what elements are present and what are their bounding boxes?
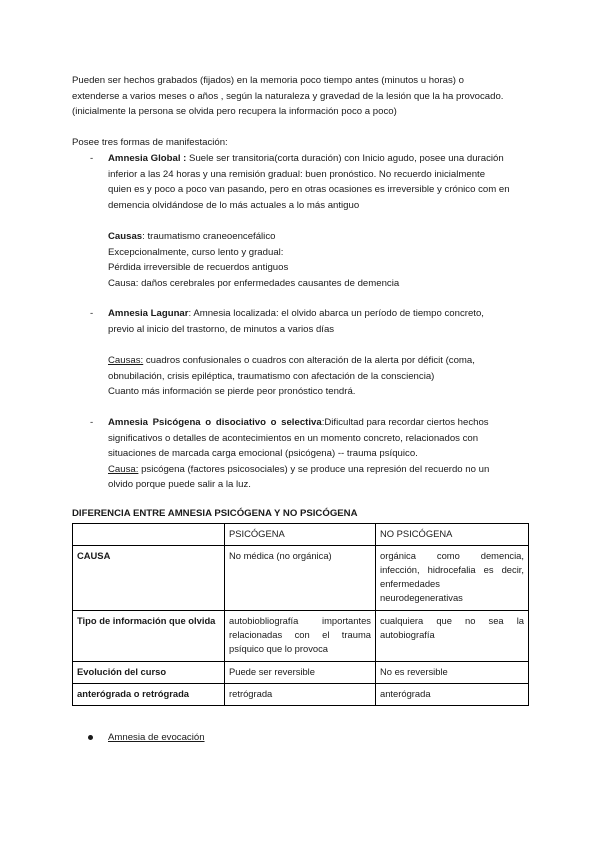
row-no-psicogena: cualquiera que no sea la autobiografía <box>376 611 529 662</box>
psicogena-causes-label: Causa: <box>108 463 139 475</box>
row-no-psicogena: orgánica como demencia, infección, hidrocefalia es decir, enfermedades neurodegenerativas <box>376 546 529 611</box>
comparison-table <box>72 523 529 706</box>
psicogena-line-3: situaciones de marcada carga emocional (psicógena) -- trauma psíquico. <box>108 448 418 459</box>
psicogena-causes-2: olvido porque puede salir a la luz. <box>108 479 251 490</box>
psicogena-causes-1-text: psicógena (factores psicosociales) y se produce una represión del recuerdo no un <box>138 463 490 475</box>
psicogena-line-2: significativos o detalles de acontecimientos en un momento concreto, relacionados con <box>108 432 479 444</box>
global-cause-2: Excepcionalmente, curso lento y gradual: <box>108 246 284 258</box>
lagunar-line-1-text: : Amnesia localizada: el olvido abarca un período de tiempo concreto, <box>188 308 484 319</box>
global-cause-3: Pérdida irreversible de recuerdos antiguos <box>108 262 289 273</box>
lagunar-causes-label: Causas: <box>108 355 144 366</box>
evocacion-item: Amnesia de evocación <box>108 732 205 743</box>
global-bullet: - <box>90 153 94 164</box>
table-row <box>73 662 529 684</box>
row-psicogena: No médica (no orgánica) <box>225 546 376 611</box>
lagunar-title: Amnesia Lagunar <box>108 308 189 319</box>
row-psicogena: Puede ser reversible <box>225 662 376 684</box>
bullet-dot-icon <box>88 735 93 740</box>
global-causes-text: : traumatismo craneoencefálico <box>142 231 276 242</box>
global-causes-label: Causas <box>108 231 143 242</box>
psicogena-line-1-text: :Dificultad para recordar ciertos hechos <box>321 417 489 428</box>
table-row <box>73 546 529 611</box>
row-no-psicogena: No es reversible <box>376 662 529 684</box>
lagunar-causes-1 <box>108 353 528 369</box>
intro-line-3: (inicialmente la persona se olvida pero recupera la información poco a poco) <box>72 106 397 117</box>
psicogena-line-1 <box>108 415 528 431</box>
table-row <box>73 611 529 662</box>
global-cause-4: Causa: daños cerebrales por enfermedades causantes de demencia <box>108 277 400 289</box>
global-line-4: demencia olvidándose de lo más actuales a lo más antiguo <box>108 199 360 211</box>
row-label: CAUSA <box>73 546 225 611</box>
forms-intro: Posee tres formas de manifestación: <box>72 137 228 148</box>
global-line-1 <box>108 151 528 167</box>
global-line-2: inferior a las 24 horas y una remisión gradual: buen pronóstico. No recuerdo inicialmente <box>108 168 486 180</box>
lagunar-causes-3: Cuanto más información se pierde peor pronóstico tendrá. <box>108 386 356 397</box>
lagunar-bullet: - <box>90 308 94 319</box>
row-no-psicogena: anterógrada <box>376 684 529 706</box>
table-header-row <box>73 524 529 546</box>
table-row <box>73 684 529 706</box>
lagunar-line-2: previo al inicio del trastorno, de minutos a varios días <box>108 323 335 335</box>
intro-line-2: extenderse a varios meses o años , según la naturaleza y gravedad de la lesión que la ha provocado. <box>72 90 504 102</box>
lagunar-causes-1-text: cuadros confusionales o cuadros con alteración de la alerta por déficit (coma, <box>143 355 475 366</box>
intro-line-1: Pueden ser hechos grabados (fijados) en la memoria poco tiempo antes (minutos u horas) o <box>72 75 464 86</box>
psicogena-bullet: - <box>90 417 94 428</box>
row-psicogena: autobiobliografía importantes relacionadas con el trauma psíquico que lo provoca <box>225 611 376 662</box>
row-psicogena: retrógrada <box>225 684 376 706</box>
psicogena-title: Amnesia Psicógena o disociativo o selectiva <box>108 417 322 428</box>
global-title: Amnesia Global : <box>108 153 187 164</box>
row-label: Tipo de información que olvida <box>73 611 225 662</box>
lagunar-causes-2: obnubilación, crisis epiléptica, traumatismo con afectación de la consciencia) <box>108 370 435 382</box>
row-label: anterógrada o retrógrada <box>73 684 225 706</box>
header-cell-psicogena: PSICÓGENA <box>225 524 376 546</box>
global-line-1-text: Suele ser transitoria(corta duración) con Inicio agudo, posee una duración <box>186 153 504 164</box>
psicogena-causes-1 <box>108 462 528 478</box>
header-cell-no-psicogena: NO PSICÓGENA <box>376 524 529 546</box>
row-label: Evolución del curso <box>73 662 225 684</box>
header-cell-empty <box>73 524 225 546</box>
lagunar-line-1 <box>108 306 528 322</box>
table-heading: DIFERENCIA ENTRE AMNESIA PSICÓGENA Y NO PSICÓGENA <box>72 508 358 519</box>
global-line-3: quien es y poco a poco van pasando, pero en otras ocasiones es irreversible y crónico com en <box>108 184 510 195</box>
global-causes <box>108 229 275 245</box>
